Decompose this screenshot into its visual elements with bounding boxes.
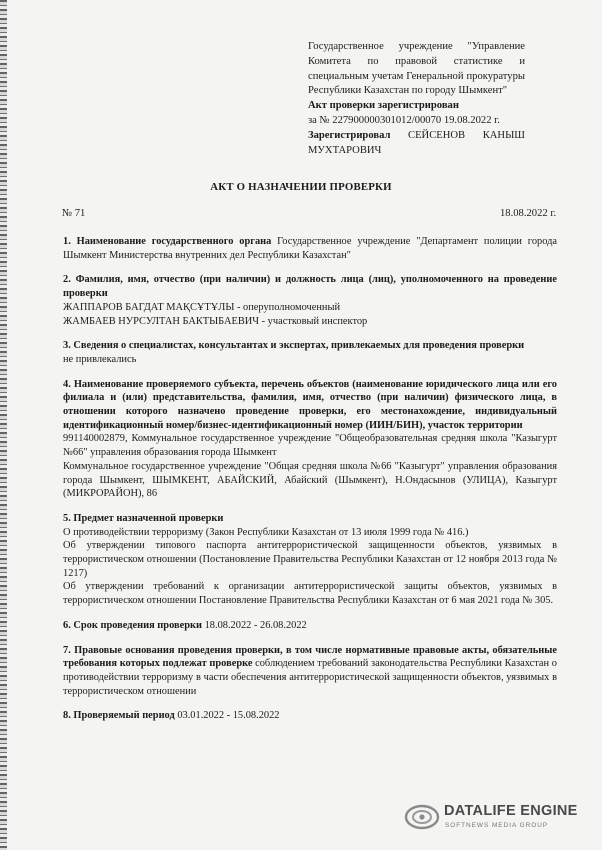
document-number: № 71	[62, 208, 86, 219]
section-8-text: 03.01.2022 - 15.08.2022	[174, 710, 280, 722]
section-6	[63, 619, 557, 633]
registry-number: за № 227900000301012/00070 19.08.2022 г.	[308, 114, 500, 126]
section-3	[63, 339, 557, 366]
section-1	[63, 235, 557, 262]
registry-org: Государственное учреждение "Управление Комитета по правовой статистике и специальным учетам Генеральной прокуратуры Республики Казахстан по городу Шымкент"	[308, 41, 525, 97]
registration-stamp	[308, 40, 525, 158]
section-8-heading: 8. Проверяемый период	[63, 710, 175, 722]
registry-registered-by-label: Зарегистрировал	[308, 129, 391, 141]
document-date: 18.08.2022 г.	[500, 208, 557, 219]
registry-name-first: КАНЫШ	[482, 129, 525, 141]
scan-edge	[0, 0, 7, 850]
section-8	[63, 709, 557, 723]
section-4-text-1: 991140002879, Коммунальное государственное учреждение "Общеобразовательная средняя школа "Казыгурт №66" управления образования города Шымкент	[63, 433, 557, 459]
section-4-text-2: Коммунальное государственное учреждение "Общая средняя школа №66 "Казыгурт" управления образования города Шымкент, ШЫМКЕНТ, АБАЙСКИЙ, Абайский (Шымкент), Н.Ондасынов (УЛИЦА), Казыгурт (МИКРОРАЙОН), 86	[63, 460, 557, 500]
section-5-heading: 5. Предмет назначенной проверки	[63, 512, 224, 524]
datalife-engine-logo-icon	[404, 802, 440, 832]
section-2	[63, 273, 557, 328]
watermark-title: DATALIFE ENGINE	[444, 803, 578, 819]
section-4	[63, 378, 557, 501]
registry-heading: Акт проверки зарегистрирован	[308, 100, 459, 112]
section-1-text: Государственное учреждение "Департамент полиции города Шымкент Министерства внутренних дел Республики Казахстан"	[63, 236, 557, 261]
watermark-subtitle: SOFTNEWS MEDIA GROUP	[445, 822, 549, 829]
section-7	[63, 644, 557, 699]
section-4-heading: 4. Наименование проверяемого субъекта, перечень объектов (наименование юридического лица или его филиала и (или) представительства, фамилия, имя, отчество (при наличии) физического лица, в отношении которого назначено проведение проверки, его местонахождение, индивидуальный идентификационный номер/бизнес-идентификационный номер (ИИН/БИН), участок территории	[63, 378, 557, 431]
section-5	[63, 512, 557, 608]
section-2-heading: 2. Фамилия, имя, отчество (при наличии) и должность лица (лиц), уполномоченного на проведение проверки	[63, 274, 557, 300]
section-6-heading: 6. Срок проведения проверки	[63, 619, 202, 631]
person-1-name: ЖАППАРОВ БАГДАТ МАҚСҰТҰЛЫ	[63, 301, 235, 313]
section-5-text-2: Об утверждении типового паспорта антитеррористической защищенности объектов, уязвимых в террористическом отношении (Постановление Правительства Республики Казахстан от 12 ноября 2013 года № 1217)	[63, 540, 557, 579]
section-5-text-1: О противодействии терроризму (Закон Республики Казахстан от 13 июля 1999 года № 416.)	[63, 526, 469, 538]
person-1-role: - оперуполномоченный	[234, 301, 341, 313]
person-2-role: - участковый инспектор	[259, 315, 368, 327]
section-7-text: соблюдением требований законодательства Республики Казахстан о противодействии терроризму в части обеспечения антитеррористической защищенности объектов, уязвимых в террористическом отношении	[63, 658, 557, 697]
document-title: АКТ О НАЗНАЧЕНИИ ПРОВЕРКИ	[210, 181, 392, 193]
section-3-heading: 3. Сведения о специалистах, консультантах и экспертах, привлекаемых для проведения проверки	[63, 340, 525, 352]
watermark-logo	[404, 800, 584, 836]
registry-registered-by	[308, 129, 525, 144]
section-3-text: не привлекались	[63, 353, 137, 365]
section-6-text: 18.08.2022 - 26.08.2022	[201, 619, 307, 631]
registry-name-surname: СЕЙСЕНОВ	[408, 129, 466, 141]
section-5-text-3: Об утверждении требований к организации антитеррористической защиты объектов, уязвимых в террористическом отношении Постановление Правительства Республики Казахстан от 6 мая 2021 года № 305.	[63, 581, 557, 607]
registry-name-patronymic: МУХТАРОВИЧ	[308, 144, 382, 156]
section-1-heading: 1. Наименование государственного органа	[63, 236, 272, 247]
document-body	[63, 235, 557, 734]
person-2-name: ЖАМБАЕВ НУРСУЛТАН БАКТЫБАЕВИЧ	[63, 315, 260, 327]
section-7-heading: 7. Правовые основания проведения проверки, в том числе нормативные правовые акты, обязательные требования которых подлежат проверке	[63, 644, 557, 670]
